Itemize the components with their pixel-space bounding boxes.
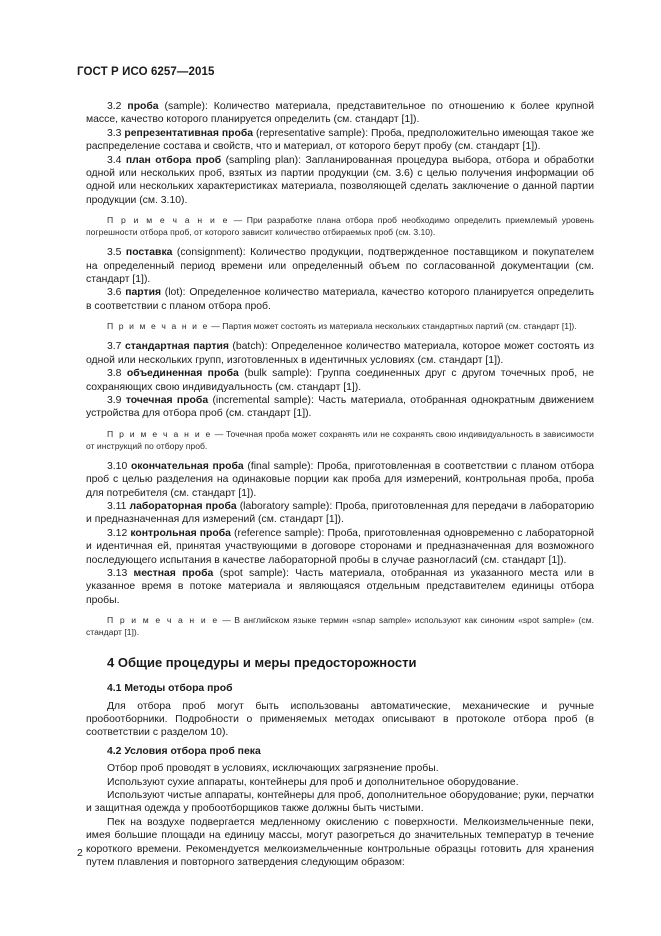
term-3-7: 3.7 стандартная партия (batch): Определенное количество материала, которое может состоять из одной или нескольких групп, изготовленных в идентичных условиях (см. стандарт [1]). — [86, 341, 594, 366]
section-4-1-heading: 4.1 Методы отбора проб — [107, 683, 233, 695]
term-name: стандартная партия — [124, 341, 229, 353]
document-body — [86, 100, 594, 869]
term-name: точечная проба — [125, 394, 209, 406]
term-3-8: 3.8 объединенная проба (bulk sample): Группа соединенных друг с другом точечных проб, не сохраняющих свою индивидуальность (см. стандарт [1]). — [86, 368, 594, 393]
term-name: объединенная проба — [126, 368, 239, 380]
term-name: поставка — [125, 247, 173, 259]
section-4-2-paragraph: Используют чистые аппараты, контейнеры для проб, дополнительное оборудование; руки, перчатки и защитная одежда у пробоотборщиков также должны быть чистыми. — [86, 790, 594, 815]
section-4-heading: 4 Общие процедуры и меры предосторожности — [107, 655, 417, 671]
term-name: лабораторная проба — [129, 500, 237, 512]
term-name: местная проба — [133, 567, 214, 579]
section-4-2-paragraph: Отбор проб проводят в условиях, исключающих загрязнение пробы. — [107, 763, 439, 775]
term-name: контрольная проба — [130, 527, 231, 539]
term-name: план отбора проб — [125, 154, 222, 166]
term-3-2: 3.2 проба (sample): Количество материала, представительное по отношению к более крупной массе, качество которого планируется определить (см. стандарт [1]). — [86, 101, 595, 126]
term-3-6: 3.6 партия (lot): Определенное количество материала, качество которого планируется определить в соответствии с планом отбора проб. — [86, 287, 594, 312]
term-name: партия — [125, 287, 162, 299]
term-name: проба — [127, 101, 159, 112]
note-lot: П р и м е ч а н и е — Партия может состоять из материала нескольких стандартных партий (см. стандарт [1]). — [107, 321, 577, 332]
section-4-2-paragraph: Используют сухие аппараты, контейнеры для проб и дополнительное оборудование. — [107, 776, 519, 788]
page-number: 2 — [77, 848, 83, 859]
section-4-1-text: Для отбора проб могут быть использованы автоматические, механические и ручные пробоотборники. Подробности о применяемых методах описывают в протоколе отбора проб (в соответствии с разделом 10). — [86, 700, 594, 739]
term-3-10: 3.10 окончательная проба (final sample): Проба, приготовленная в соответствии с планом отбора проб с целью разделения на одинаковые порции как проба для измерений, контрольная проба, проба для потребителя (см. стандарт [1]). — [86, 460, 594, 499]
note-spot-sample: П р и м е ч а н и е — В английском языке термин «snap sample» используют как синоним «spot sample» (см. стандарт [1]). — [86, 615, 595, 638]
term-3-11: 3.11 лабораторная проба (laboratory sample): Проба, приготовленная для передачи в лабораторию и предназначенная для измерений (см. стандарт [1]). — [86, 500, 594, 526]
document-header: ГОСТ Р ИСО 6257—2015 — [77, 66, 215, 78]
term-name: репрезентативная проба — [124, 127, 254, 139]
section-4-2-paragraph: Пек на воздухе подвергается медленному окислению с поверхности. Мелкоизмельченные пеки, имея большие площади на единицу массы, могут разогреться до значительных температур в течение короткого времени. Рекомендуется мелкоизмельченные контрольные образцы готовить для хранения путем плавления и повторного затвердения следующим образом: — [86, 816, 594, 869]
term-3-4: 3.4 план отбора проб (sampling plan): Запланированная процедура выбора, отбора и обработки одной или нескольких проб, взятых из партии продукции (см. 3.6) с целью получения информации об одной или нескольких характеристиках материала, позволяющей сделать заключение о данной партии продукции (см. 3.10). — [86, 154, 595, 206]
term-3-5: 3.5 поставка (consignment): Количество продукции, подтвержденное поставщиком и покупателем на определенный период времени или определенный объем по согласованной документации (см. стандарт [1]). — [86, 247, 594, 286]
term-3-3: 3.3 репрезентативная проба (representative sample): Проба, предположительно имеющая такое же распределение состава и свойств, что и материал, от которого берут пробу (см. стандарт [1]). — [86, 127, 595, 153]
section-4-2-heading: 4.2 Условия отбора проб пека — [107, 745, 261, 757]
term-3-12: 3.12 контрольная проба (reference sample): Проба, приготовленная одновременно с лабораторной и идентичная ей, принятая участвующими в договоре сторонами и предназначенная для возможного последующего испытания в качестве лабораторной пробы в случае разногласий (см. стандарт [1]). — [86, 527, 595, 566]
term-name: окончательная проба — [130, 460, 244, 472]
term-3-9: 3.9 точечная проба (incremental sample): Часть материала, отобранная однократным движением устройства для отбора проб (см. стандарт [1]). — [86, 394, 595, 420]
note-sampling-plan: П р и м е ч а н и е — При разработке плана отбора проб необходимо определить приемлемый уровень погрешности отбора проб, от которого зависит количество отбираемых проб (см. 3.10). — [86, 215, 594, 238]
term-3-13: 3.13 местная проба (spot sample): Часть материала, отобранная из указанного места или в указанное время в потоке материала и являющаяся отдельным представителем единицы отбора пробы. — [86, 567, 594, 606]
note-incremental-sample: П р и м е ч а н и е — Точечная проба может сохранять или не сохранять свою индивидуальность в зависимости от инструкций по отбору проб. — [86, 428, 594, 451]
